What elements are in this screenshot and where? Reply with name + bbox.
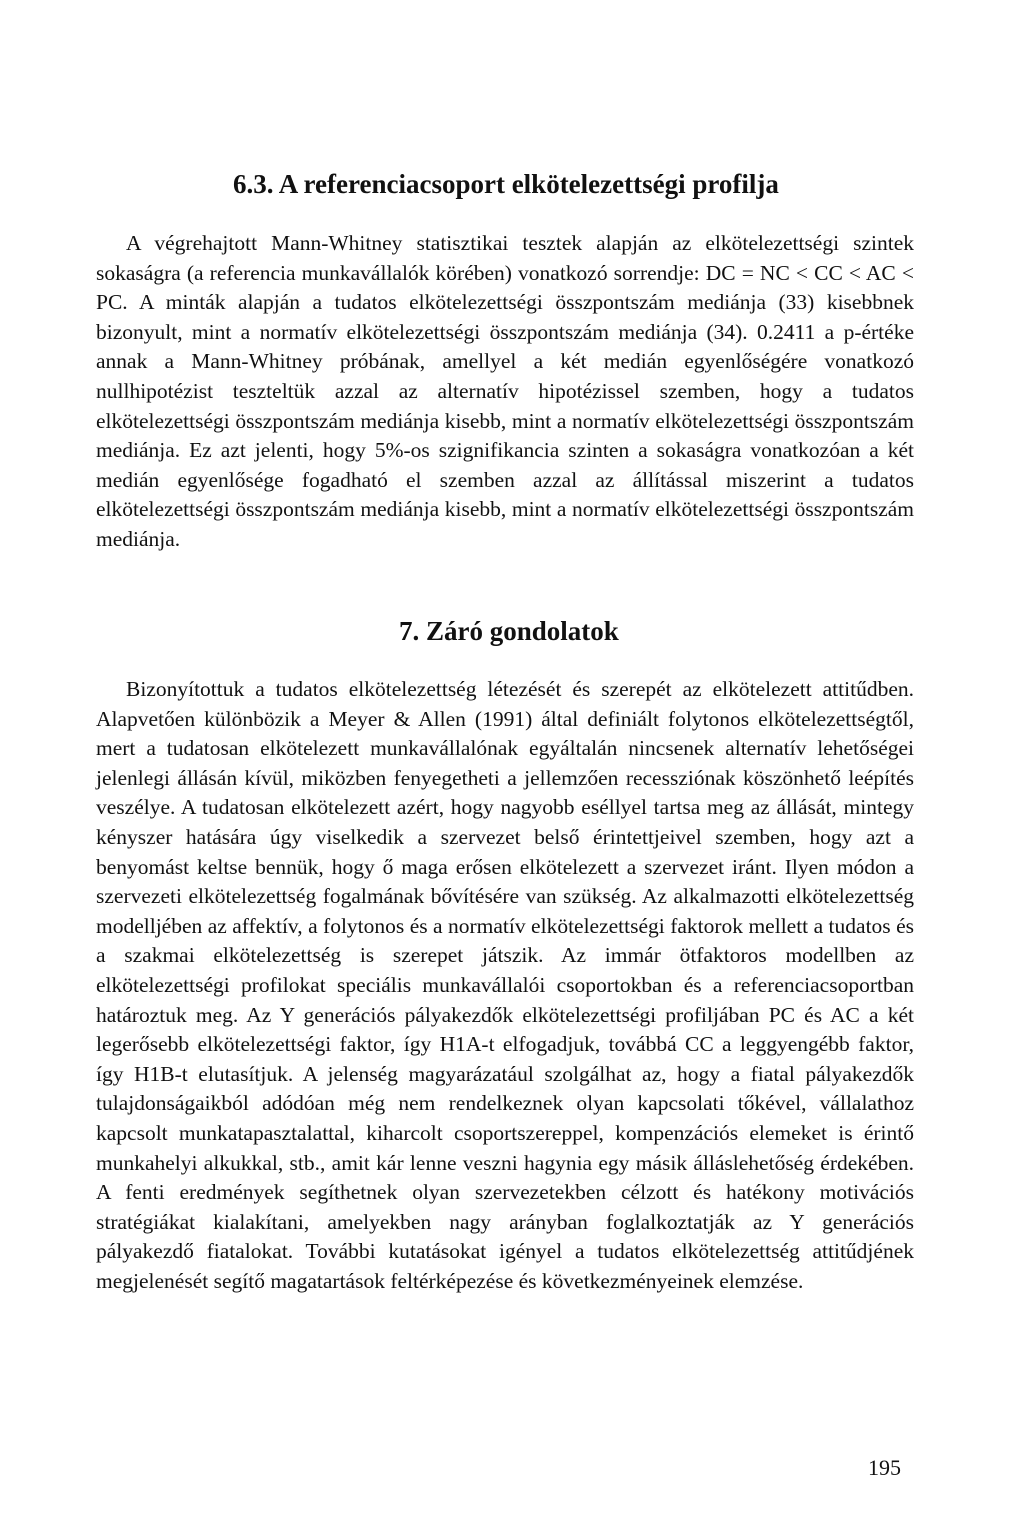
paragraph-reference-group-profile: A végrehajtott Mann-Whitney statisztikai tesztek alapján az elkötelezettségi szintek sokaságra (a referencia munkavállalók körében) vonatkozó sorrendje: DC = NC < CC < AC < PC. A minták alapján a tudatos elkötelezettségi összpontszám mediánja (33) kisebbnek bizonyult, mint a normatív elkötelezettségi összpontszám mediánja (34). 0.2411 a p-értéke annak a Mann-Whitney próbának, amellyel a két medián egyenlőségére vonatkozó nullhipotézist teszteltük azzal az alternatív hipotézissel szemben, hogy a tudatos elkötelezettségi összpontszám mediánja kisebb, mint a normatív elkötelezettségi összpontszám mediánja. Ez azt jelenti, hogy 5%-os szignifikancia szinten a sokaságra vonatkozóan a két medián egyenlősége fogadható el szemben azzal az állítással miszerint a tudatos elkötelezettségi összpontszám mediánja kisebb, mint a normatív elkötelezettségi összpontszám mediánja.	[96, 231, 914, 551]
section-heading-7: 7. Záró gondolatok	[399, 616, 619, 646]
section-heading-6-3: 6.3. A referenciacsoport elkötelezettségi profilja	[233, 169, 779, 199]
paragraph-closing-thoughts: Bizonyítottuk a tudatos elkötelezettség létezését és szerepét az elkötelezett attitűdben. Alapvetően különbözik a Meyer & Allen (1991) által definiált folytonos elkötelezettségtől, mert a tudatosan elkötelezett munkavállalónak egyáltalán nincsenek alternatív lehetőségei jelenlegi állásán kívül, miközben fenyegetheti a jellemzően recessziónak köszönhető leépítés veszélye. A tudatosan elkötelezett azért, hogy nagyobb eséllyel tartsa meg az állását, mintegy kényszer hatására úgy viselkedik a szervezet belső érintettjeivel szemben, hogy azt a benyomást keltse bennük, hogy ő maga erősen elkötelezett a szervezet iránt. Ilyen módon a szervezeti elkötelezettség fogalmának bővítésére van szükség. Az alkalmazotti elkötelezettség modelljében az affektív, a folytonos és a normatív elkötelezettségi faktorok mellett a tudatos és a szakmai elkötelezettség is szerepet játszik. Az immár ötfaktoros modellben az elkötelezettségi profilokat speciális munkavállalói csoportokban és a referenciacsoportban határoztuk meg. Az Y generációs pályakezdők elkötelezettségi profiljában PC és AC a két legerősebb elkötelezettségi faktor, így H1A-t elfogadjuk, továbbá CC a leggyengébb faktor, így H1B-t elutasítjuk. A jelenség magyarázatául szolgálhat az, hogy a fiatal pályakezdők tulajdonságaikból adódóan még nem rendelkeznek olyan kapcsolati tőkével, vállalathoz kapcsolt munkatapasztalattal, kiharcolt csoportszereppel, kompenzációs elemeket is érintő munkahelyi alkukkal, stb., amit kár lenne veszni hagynia egy másik álláslehetőség érdekében. A fenti eredmények segíthetnek olyan szervezetekben célzott és hatékony motivációs stratégiákat kialakítani, amelyekben nagy arányban foglalkoztatják az Y generációs pályakezdő fiatalokat. További kutatásokat igényel a tudatos elkötelezettség attitűdjének megjelenését segítő magatartások feltérképezése és következményeinek elemzése.	[96, 677, 914, 1293]
page-number: 195	[868, 1455, 901, 1480]
